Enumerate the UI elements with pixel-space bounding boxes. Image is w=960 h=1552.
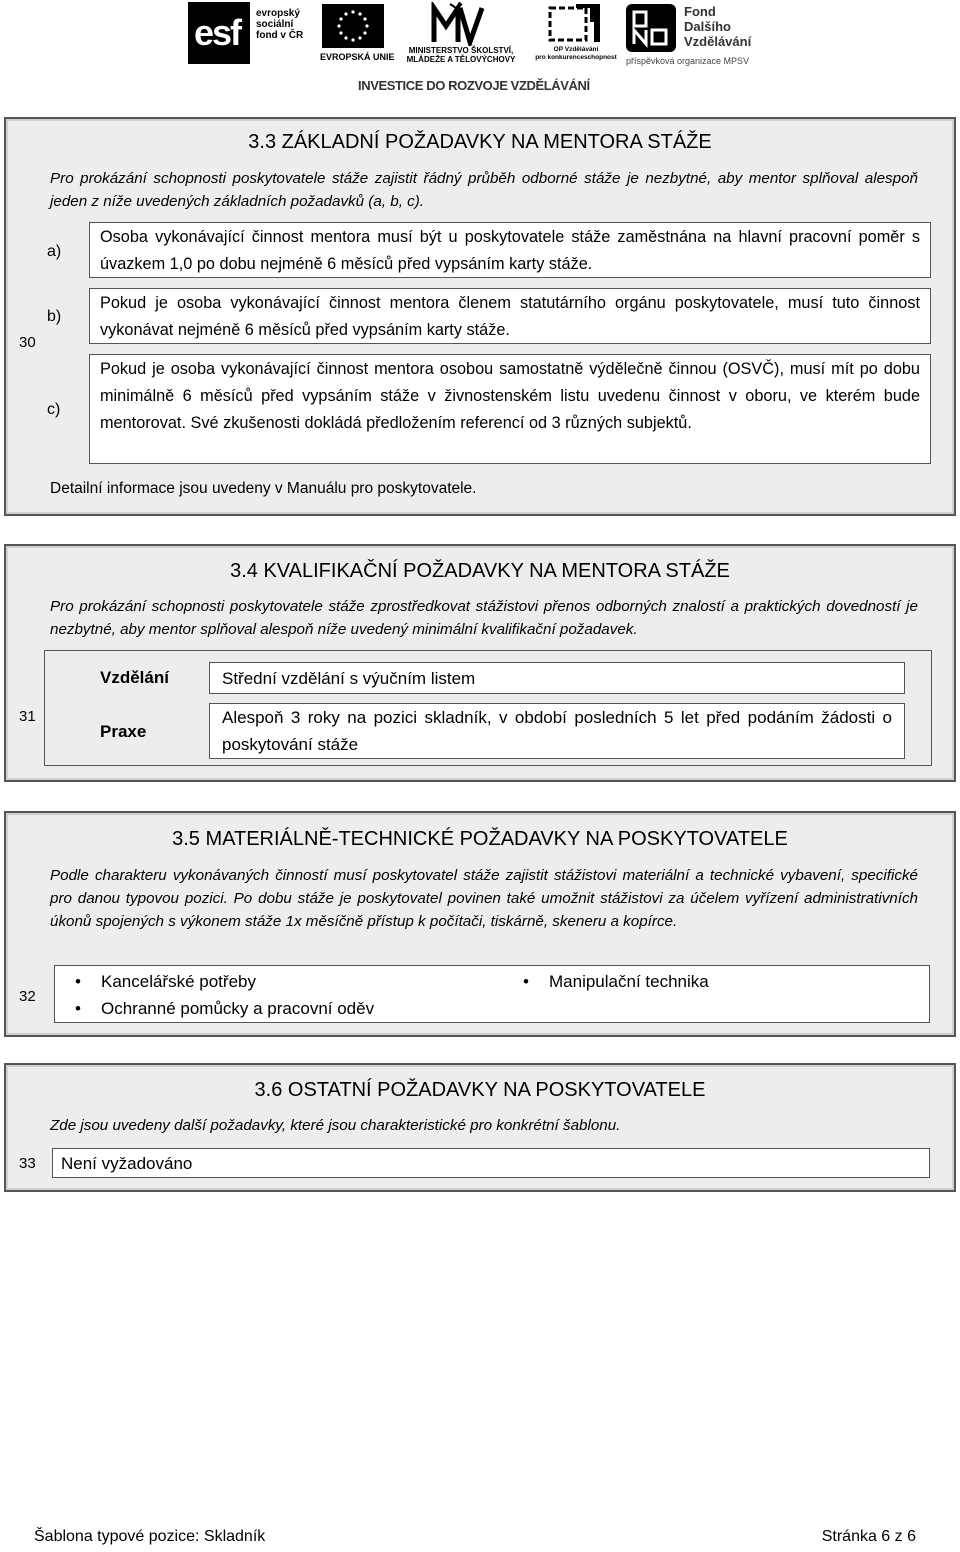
row-number: 33 (19, 1155, 36, 1172)
section-intro: Podle charakteru vykonávaných činností musí poskytovatel stáže zajistit stážistovi materiální a technické vybavení, specifické pro danou typovou pozici. Po dobu stáže je poskytovatel povinen také umožnit stážistovi za účelem vyřízení administrativních úkonů spojených s výkonem stáže 1x měsíčně přístup k počítači, tiskárně, skeneru a kopírce. (50, 867, 918, 930)
eu-logo (322, 2, 396, 68)
other-requirements-value: Není vyžadováno (61, 1154, 193, 1173)
msmt-logo-caption: MINISTERSTVO ŠKOLSTVÍ, MLÁDEŽE A TĚLOVÝCHOVY (406, 46, 516, 64)
equipment-item: • Kancelářské potřeby (69, 968, 374, 995)
item-letter-b: b) (47, 308, 62, 325)
fdv-logo-icon (626, 4, 676, 52)
equipment-list-left (69, 968, 374, 1022)
section-intro: Pro prokázání schopnosti poskytovatele stáže zprostředkovat stážistovi přenos odborných znalostí a praktických dovedností je nezbytné, aby mentor splňoval alespoň níže uvedený minimální kvalifikační požadavek. (50, 598, 918, 638)
op-logo (534, 2, 620, 68)
op-logo-mark (546, 2, 602, 44)
section-material-requirements (4, 811, 956, 1037)
investment-tagline: INVESTICE DO ROZVOJE VZDĚLÁVÁNÍ (358, 78, 590, 93)
op-logo-caption: OP Vzdělávání pro konkurenceschopnost (535, 46, 617, 61)
fdv-logo-text: Fond Dalšího Vzdělávání (684, 4, 752, 49)
requirement-box-b (89, 288, 931, 344)
esf-logo-text: evropský sociální fond v ČR (256, 8, 304, 41)
esf-logo (188, 2, 318, 68)
requirement-box-c (89, 354, 931, 464)
practice-value: Alespoň 3 roky na pozici skladník, v období posledních 5 let před podáním žádosti o poskytování stáže (222, 708, 892, 754)
other-requirements-box (52, 1148, 930, 1178)
requirement-box-a (89, 222, 931, 278)
row-number: 31 (19, 708, 36, 725)
section-basic-requirements (4, 117, 956, 516)
requirement-text-a: Osoba vykonávající činnost mentora musí být u poskytovatele stáže zaměstnána na hlavní pracovní poměr s úvazkem 1,0 po dobu nejméně 6 měsíců před vypsáním karty stáže. (100, 228, 920, 273)
education-value-box (209, 662, 905, 694)
item-letter-a: a) (47, 243, 62, 260)
section-intro: Pro prokázání schopnosti poskytovatele stáže zajistit řádný průběh odborné stáže je nezbytné, aby mentor splňoval alespoň jeden z níže uvedených základních požadavků (a, b, c). (50, 170, 918, 210)
row-number: 32 (19, 988, 36, 1005)
section-note: Detailní informace jsou uvedeny v Manuálu pro poskytovatele. (50, 480, 477, 497)
equipment-item: • Manipulační technika (517, 968, 709, 995)
section-title: 3.5 MATERIÁLNĚ-TECHNICKÉ POŽADAVKY NA POSKYTOVATELE (172, 828, 788, 850)
requirement-text-b: Pokud je osoba vykonávající činnost mentora členem statutárního orgánu poskytovatele, musí tuto činnost vykonávat nejméně 6 měsíců před vypsáním karty stáže. (100, 294, 920, 339)
section-other-requirements (4, 1063, 956, 1192)
section-title: 3.4 KVALIFIKAČNÍ POŽADAVKY NA MENTORA STÁŽE (230, 560, 730, 582)
eu-logo-caption: EVROPSKÁ UNIE (320, 52, 395, 62)
eu-flag-icon (322, 4, 384, 48)
msmt-logo-mark (430, 2, 486, 46)
item-letter-c: c) (47, 401, 61, 418)
equipment-list-right (517, 968, 709, 995)
fdv-logo-mark (626, 4, 676, 52)
footer-template-name: Šablona typové pozice: Skladník (34, 1528, 266, 1545)
fdv-logo-subtitle: příspěvková organizace MPSV (626, 56, 750, 66)
education-value: Střední vzdělání s výučním listem (222, 669, 476, 688)
row-number: 30 (19, 334, 36, 351)
practice-value-box (209, 703, 905, 759)
equipment-box (54, 965, 930, 1023)
section-title: 3.6 OSTATNÍ POŽADAVKY NA POSKYTOVATELE (254, 1079, 706, 1101)
requirement-text-c: Pokud je osoba vykonávající činnost mentora osobou samostatně výdělečně činnou (OSVČ), musí mít po dobu minimálně 6 měsíců před vypsáním stáže v živnostenském listu uvedenu činnost v oboru, ve kterém bude mentorovat. Své zkušenosti dokládá předložením referencí od 3 různých subjektů. (100, 360, 920, 432)
education-label: Vzdělání (100, 668, 169, 687)
esf-logo-word: esf (194, 12, 241, 53)
fdv-logo (626, 2, 778, 68)
section-title: 3.3 ZÁKLADNÍ POŽADAVKY NA MENTORA STÁŽE (248, 131, 712, 153)
msmt-logo (402, 2, 522, 68)
section-intro: Zde jsou uvedeny další požadavky, které jsou charakteristické pro konkrétní šablonu. (50, 1117, 621, 1134)
practice-label: Praxe (100, 722, 147, 741)
equipment-item: • Ochranné pomůcky a pracovní oděv (69, 995, 374, 1022)
logo-header (188, 2, 778, 94)
section-qualification-requirements (4, 544, 956, 782)
footer-page-number: Stránka 6 z 6 (821, 1528, 916, 1545)
